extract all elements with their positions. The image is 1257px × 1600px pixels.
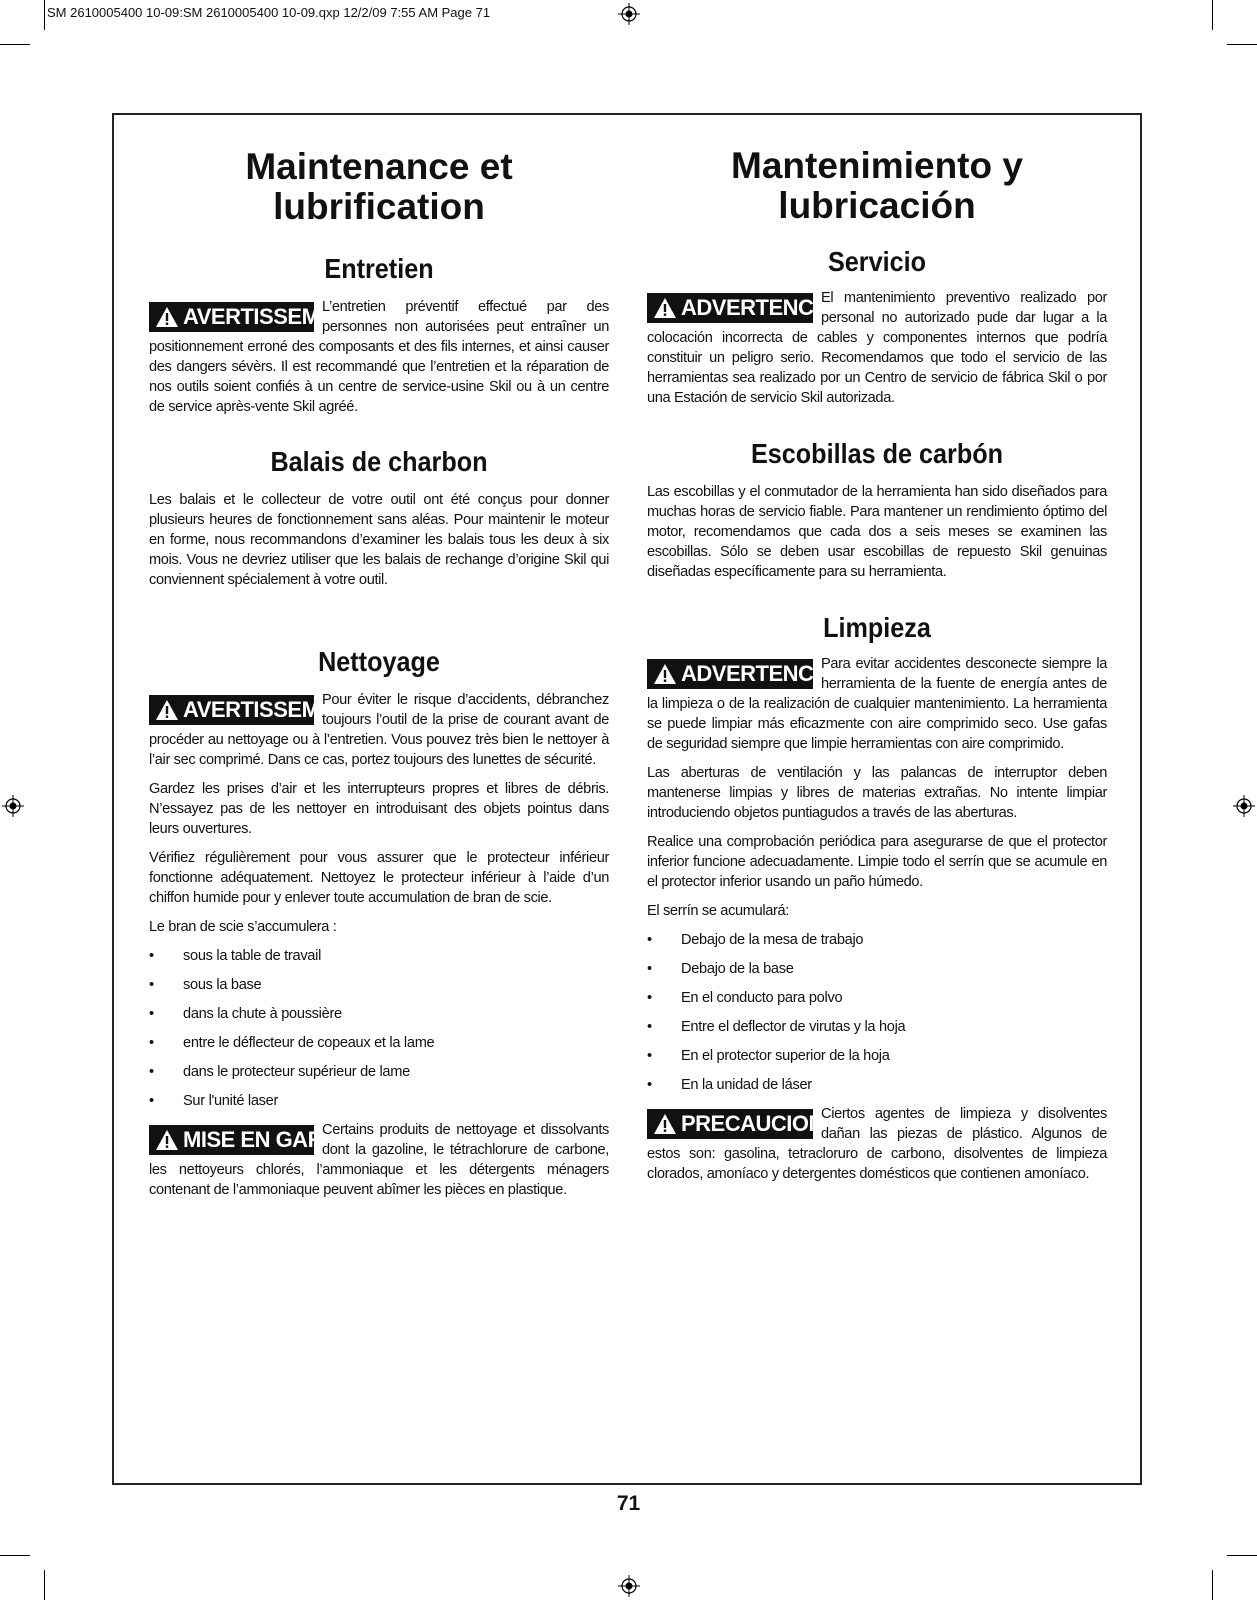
registration-mark-icon (2, 795, 24, 817)
warning-label: AVERTISSEMENT (183, 697, 362, 722)
paragraph: Le bran de scie s’accumulera : (149, 919, 337, 935)
print-slug: SM 2610005400 10-09:SM 2610005400 10-09.qxp 12/2/09 7:55 AM Page 71 (47, 5, 491, 20)
warning-badge (149, 695, 362, 725)
crop-mark (1212, 0, 1213, 30)
crop-mark (0, 44, 30, 45)
content-frame (112, 113, 1142, 1485)
section-heading: Entretien (324, 253, 434, 284)
warning-label: ADVERTENCIA (681, 295, 835, 320)
warning-triangle-icon (155, 699, 179, 721)
paragraph: L’entretien préventif effectué par des personnes non autorisées peut entraîner un positionnement erroné des composants et des fils internes, et ainsi causer des dangers sévèrs. Il est recommandé que l’entretien et la réparation de nos outils soient confiés à un centre de service-usine Skil ou à un centre de service après-vente Skil agréé. (149, 299, 609, 415)
section-balais (149, 446, 609, 590)
list-item: • Debajo de la base (647, 959, 1107, 979)
registration-mark-icon (1233, 795, 1255, 817)
list-item: • En la unidad de láser (647, 1075, 1107, 1095)
section-heading: Servicio (827, 246, 927, 277)
warning-triangle-icon (653, 1113, 677, 1135)
warning-badge (647, 293, 835, 323)
list-item: • sous la table de travail (149, 946, 609, 966)
crop-mark (0, 1555, 30, 1556)
page-title-es: Mantenimiento y lubricación (731, 145, 1023, 226)
page-number: 71 (616, 1492, 641, 1515)
section-servicio (647, 246, 1107, 408)
caution-badge (149, 1125, 353, 1155)
section-nettoyage (149, 646, 609, 1200)
paragraph: Las aberturas de ventilación y las palancas de interruptor deben mantenerse limpias y libres de materias extrañas. No intente limpiar introduciendo objetos puntiagudos a través de las aberturas. (647, 765, 1107, 821)
section-heading: Balais de charbon (270, 446, 488, 477)
registration-mark-icon (618, 3, 640, 25)
warning-triangle-icon (653, 663, 677, 685)
warning-badge (149, 302, 362, 332)
section-escobillas (647, 438, 1107, 582)
section-limpieza (647, 612, 1107, 1184)
list-item: • dans la chute à poussière (149, 1004, 609, 1024)
warning-triangle-icon (653, 297, 677, 319)
list-item: • entre le déflecteur de copeaux et la lame (149, 1033, 609, 1053)
caution-label: MISE EN GARDE (183, 1127, 353, 1152)
crop-mark (1227, 1555, 1257, 1556)
paragraph: Realice una comprobación periódica para asegurarse de que el protector inferior funcione adecuadamente. Limpie todo el serrín que se acumule en el protector inferior usando un paño húmedo. (647, 834, 1107, 890)
list-item: • Sur l'unité laser (149, 1091, 609, 1111)
caution-badge (647, 1109, 824, 1139)
paragraph: Ciertos agentes de limpieza y disolventes dañan las piezas de plástico. Algunos de estos son: gasolina, tetracloruro de carbono, disolventes de limpieza clorados, amoníaco y detergentes domésticos que contienen amoníaco. (647, 1106, 1107, 1182)
paragraph: Certains produits de nettoyage et dissolvants dont la gazoline, le tétrachlorure de carbone, les nettoyeurs chlorés, l’ammoniaque et les détergents ménagers contenant de l’ammoniaque peuvent abîmer les pièces en plastique. (149, 1122, 609, 1198)
registration-mark-icon (618, 1575, 640, 1597)
paragraph: Vérifiez régulièrement pour vous assurer que le protecteur inférieur fonctionne adéquatement. Nettoyez le protecteur inférieur à l’aide d’un chiffon humide pour y enlever toute accumulation de bran de scie. (149, 850, 609, 906)
warning-label: ADVERTENCIA (681, 661, 835, 686)
list-item: • En el conducto para polvo (647, 988, 1107, 1008)
warning-badge (647, 659, 835, 689)
section-heading: Limpieza (823, 612, 931, 643)
page-title-fr: Maintenance et lubrification (245, 146, 513, 227)
bullet-list (149, 946, 609, 1111)
paragraph: Les balais et le collecteur de votre outil ont été conçus pour donner plusieurs heures de fonctionnement sans aléas. Pour maintenir le moteur en forme, nous recommandons d’examiner les balais tous les deux à six mois. Vous ne devriez utiliser que les balais de rechange d’origine Skil qui conviennent spécialement à votre outil. (149, 492, 609, 588)
list-item: • dans le protecteur supérieur de lame (149, 1062, 609, 1082)
section-heading: Escobillas de carbón (750, 438, 1004, 469)
list-item: • En el protector superior de la hoja (647, 1046, 1107, 1066)
bullet-list (647, 930, 1107, 1095)
paragraph: Gardez les prises d’air et les interrupteurs propres et libres de débris. N’essayez pas de les nettoyer en introduisant des objets pointus dans leurs ouvertures. (149, 781, 609, 837)
list-item: • sous la base (149, 975, 609, 995)
paragraph: Pour éviter le risque d’accidents, débranchez toujours l’outil de la prise de courant avant de procéder au nettoyage ou à l’entretien. Vous pouvez très bien le nettoyer à l’air sec comprimé. Dans ce cas, portez toujours des lunettes de sécurité. (149, 692, 609, 768)
list-item: • Entre el deflector de virutas y la hoja (647, 1017, 1107, 1037)
french-column (149, 115, 609, 1200)
section-entretien (149, 253, 609, 417)
warning-label: AVERTISSEMENT (183, 304, 362, 329)
crop-mark (1212, 1570, 1213, 1600)
warning-triangle-icon (155, 306, 179, 328)
section-heading: Nettoyage (318, 646, 440, 677)
paragraph: El mantenimiento preventivo realizado por personal no autorizado pude dar lugar a la colocación incorrecta de cables y componentes internos que podría constituir un peligro serio. Recomendamos que todo el servicio de las herramientas sea realizado por un Centro de servicio de fábrica Skil o por una Estación de servicio Skil autorizada. (647, 290, 1107, 406)
crop-mark (1227, 44, 1257, 45)
crop-mark (44, 0, 45, 30)
paragraph: El serrín se acumulará: (647, 903, 789, 919)
paragraph: Para evitar accidentes desconecte siempre la herramienta de la fuente de energía antes de la limpieza o de la realización de cualquier mantenimiento. La herramienta se puede limpiar más eficazmente con aire comprimido seco. Use gafas de seguridad siempre que limpie herramientas con aire comprimido. (647, 656, 1107, 752)
caution-label: PRECAUCION (681, 1111, 824, 1136)
list-item: • Debajo de la mesa de trabajo (647, 930, 1107, 950)
paragraph: Las escobillas y el conmutador de la herramienta han sido diseñados para muchas horas de servicio fiable. Para mantener un rendimiento óptimo del motor, recomendamos que cada dos a seis meses se examinen las escobillas. Sólo se deben usar escobillas de repuesto Skil genuinas diseñadas específicamente para su herramienta. (647, 484, 1107, 580)
crop-mark (44, 1570, 45, 1600)
warning-triangle-icon (155, 1129, 179, 1151)
spanish-column (647, 115, 1107, 1184)
